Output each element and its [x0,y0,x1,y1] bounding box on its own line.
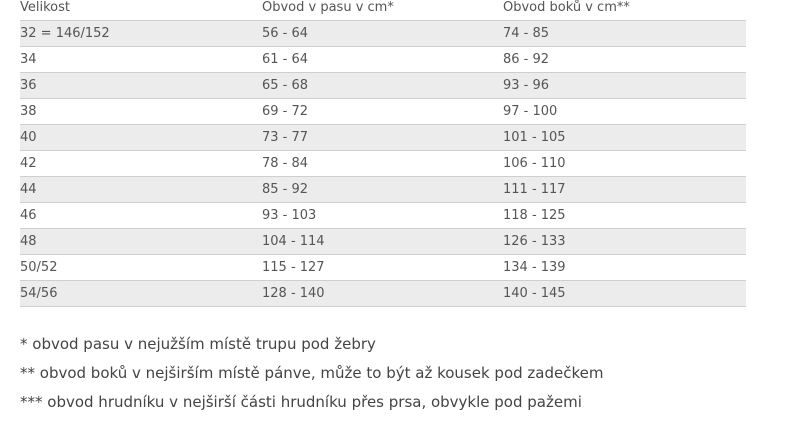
table-row [20,99,746,125]
cell-waist: 78 - 84 [262,151,503,177]
table-row [20,125,746,151]
size-table-body [20,21,746,307]
cell-size: 42 [20,151,262,177]
cell-size: 48 [20,229,262,255]
cell-hips: 140 - 145 [503,281,746,307]
footnote: *** obvod hrudníku v nejširší části hrudníku přes prsa, obvykle pod pažemi [20,393,582,411]
table-row [20,229,746,255]
table-row [20,73,746,99]
cell-size: 50/52 [20,255,262,281]
cell-size: 44 [20,177,262,203]
header-row [20,0,746,21]
cell-waist: 128 - 140 [262,281,503,307]
table-row [20,203,746,229]
header-waist: Obvod v pasu v cm* [262,0,394,15]
cell-hips: 74 - 85 [503,21,746,47]
cell-hips: 97 - 100 [503,99,746,125]
cell-waist: 93 - 103 [262,203,503,229]
cell-size: 40 [20,125,262,151]
cell-hips: 111 - 117 [503,177,746,203]
footnotes [20,330,603,417]
cell-hips: 118 - 125 [503,203,746,229]
cell-size: 34 [20,47,262,73]
cell-hips: 106 - 110 [503,151,746,177]
cell-size: 46 [20,203,262,229]
cell-waist: 69 - 72 [262,99,503,125]
cell-size: 54/56 [20,281,262,307]
cell-hips: 101 - 105 [503,125,746,151]
header-size: Velikost [20,0,70,15]
footnote: ** obvod boků v nejširším místě pánve, může to být až kousek pod zadečkem [20,364,604,382]
table-row [20,255,746,281]
cell-hips: 93 - 96 [503,73,746,99]
table-row [20,177,746,203]
cell-waist: 73 - 77 [262,125,503,151]
cell-hips: 126 - 133 [503,229,746,255]
cell-waist: 61 - 64 [262,47,503,73]
cell-size: 38 [20,99,262,125]
size-table [20,0,746,307]
footnote: * obvod pasu v nejužším místě trupu pod žebry [20,335,376,353]
cell-size: 32 = 146/152 [20,21,262,47]
cell-waist: 56 - 64 [262,21,503,47]
table-row [20,21,746,47]
table-row [20,151,746,177]
cell-waist: 115 - 127 [262,255,503,281]
table-row [20,47,746,73]
size-table-header [20,0,746,21]
cell-waist: 65 - 68 [262,73,503,99]
table-row [20,281,746,307]
cell-waist: 104 - 114 [262,229,503,255]
cell-size: 36 [20,73,262,99]
header-hips: Obvod boků v cm** [503,0,630,15]
cell-waist: 85 - 92 [262,177,503,203]
cell-hips: 86 - 92 [503,47,746,73]
cell-hips: 134 - 139 [503,255,746,281]
